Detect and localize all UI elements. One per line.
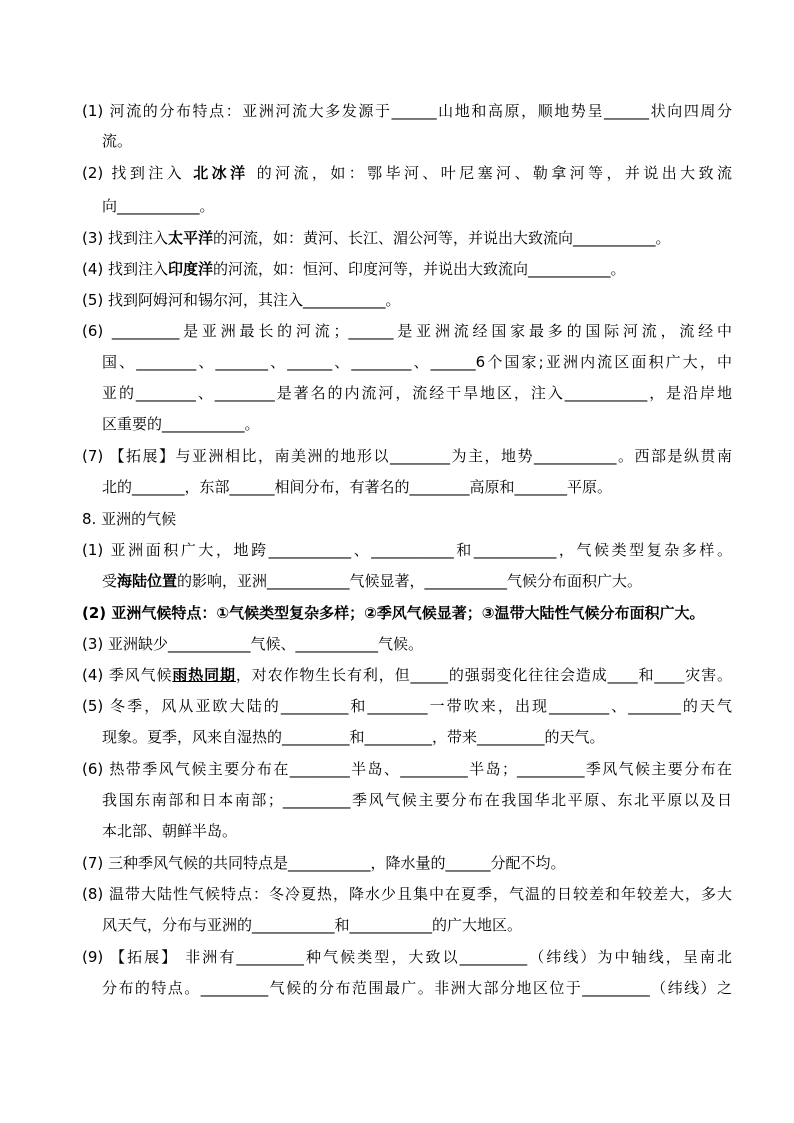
text-line: (5) 找到阿姆河和锡尔河，其注入___________。 [82,291,401,309]
text-line: 亚的________、________是著名的内流河，流经干旱地区，注入___________，是沿岸地 [102,384,732,402]
text-line: (3) 找到注入太平洋的河流，如：黄河、长江、湄公河等，并说出大致流向___________。 [82,229,671,247]
text-line: 国、________、_______、______、________、______6个国家;亚洲内流区面积广大，中 [102,353,732,371]
text-line: 流。 [102,132,133,150]
text-line: 风天气，分布与亚洲的___________和___________的广大地区。 [102,916,523,934]
text-line: 区重要的___________。 [102,415,260,433]
text-line: (7) 【拓展】与亚洲相比，南美洲的地形以________为主，地势___________。西部是纵贯南 [82,447,732,465]
text-line: (1) 亚洲面积广大，地跨___________、___________和___________，气候类型复杂多样。 [82,541,732,559]
text-line: 向___________。 [102,197,215,215]
text-line: (8) 温带大陆性气候特点：冬冷夏热，降水少且集中在夏季，气温的日较差和年较差大，多大 [82,885,732,903]
section-heading: 8. 亚洲的气候 [82,510,177,528]
text-line: (3) 亚洲缺少___________气候、___________气候。 [82,635,424,653]
text-line: (4) 季风气候雨热同期，对农作物生长有利，但_____的强弱变化往往会造成____和____灾害。 [82,666,732,684]
text-line: (4) 找到注入印度洋的河流，如：恒河、印度河等，并说出大致流向___________。 [82,260,626,278]
text-line: (7) 三种季风气候的共同特点是___________，降水量的______分配不均。 [82,854,566,872]
text-line: (6) 热带季风气候主要分布在________半岛、_________半岛；_________季风气候主要分布在 [82,760,732,778]
text-line: (9) 【拓展】 非洲有_________种气候类型，大致以_________（纬线）为中轴线，呈南北 [82,948,732,966]
text-line: (5) 冬季，风从亚欧大陆的_________和________一带吹来，出现________、_______的天气 [82,697,732,715]
text-line: 现象。夏季，风来自湿热的_________和_________，带来_________的天气。 [102,728,605,746]
text-line: 北的_______，东部______相间分布，有著名的________高原和_______平原。 [102,478,613,496]
text-line: (2) 找到注入 北冰洋 的河流，如：鄂毕河、叶尼塞河、勒拿河等，并说出大致流 [82,164,732,182]
text-line: 我国东南部和日本南部；_________季风气候主要分布在我国华北平原、东北平原以及日 [102,791,732,809]
text-line: (6) _________是亚洲最长的河流；______是亚洲流经国家最多的国际河流，流经中 [82,322,732,340]
text-line: 分布的特点。_________气候的分布范围最广。非洲大部分地区位于_________（纬线）之 [102,979,732,997]
text-line: (2) 亚洲气候特点：①气候类型复杂多样；②季风气候显著；③温带大陆性气候分布面积广大。 [82,604,705,622]
text-line: 本北部、朝鲜半岛。 [102,822,238,840]
text-line: (1) 河流的分布特点：亚洲河流大多发源于______山地和高原，顺地势呈______状向四周分 [82,102,732,120]
text-line: 受海陆位置的影响，亚洲___________气候显著，___________气候分布面积广大。 [102,572,643,590]
